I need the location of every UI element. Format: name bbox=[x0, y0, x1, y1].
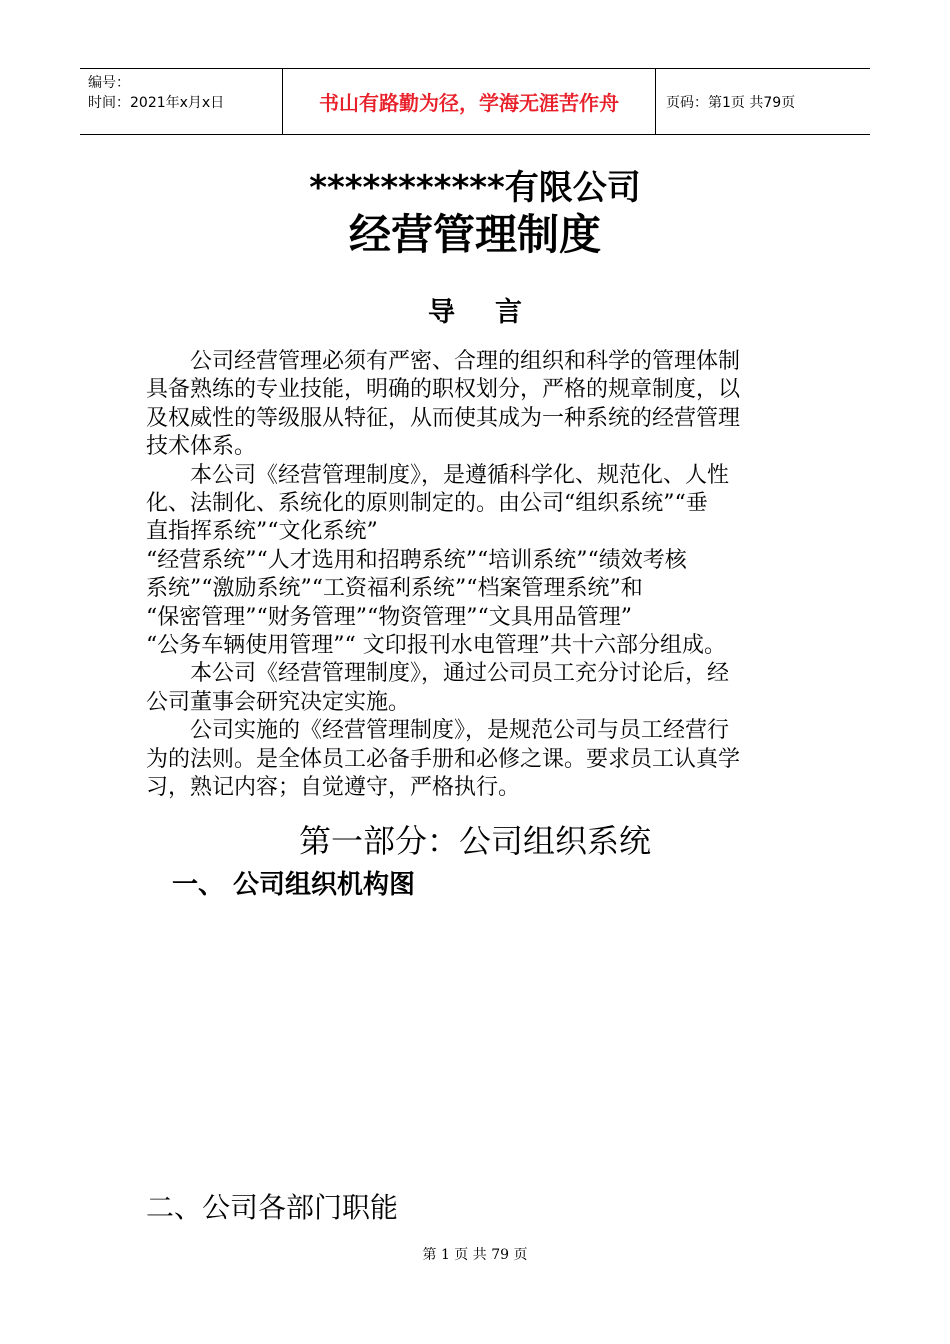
document-title: 经营管理制度 bbox=[348, 210, 601, 259]
page-header-table bbox=[80, 68, 870, 135]
body-line: 公司经营管理必须有严密、合理的组织和科学的管理体制 bbox=[190, 349, 741, 374]
body-line: 化、法制化、系统化的原则制定的。由公司“组织系统”“垂 bbox=[146, 491, 708, 517]
header-time-label: 时间：2021年x月x日 bbox=[88, 95, 225, 111]
header-page-info: 页码：第1页 共79页 bbox=[666, 94, 796, 111]
section-org-chart-heading: 一、 公司组织机构图 bbox=[172, 870, 416, 900]
body-line: 公司实施的《经营管理制度》，是规范公司与员工经营行 bbox=[190, 718, 730, 744]
company-title: ***********有限公司 bbox=[309, 168, 641, 208]
section-department-functions-heading: 二、公司各部门职能 bbox=[146, 1191, 399, 1224]
body-line: “公务车辆使用管理”“ 文印报刊水电管理”共十六部分组成。 bbox=[146, 633, 726, 659]
body-line: 具备熟练的专业技能，明确的职权划分，严格的规章制度，以 bbox=[146, 377, 741, 403]
body-line: 技术体系。 bbox=[146, 434, 257, 460]
header-number-label: 编号： bbox=[88, 75, 130, 91]
body-line: 直指挥系统”“文化系统” bbox=[146, 519, 378, 545]
body-line: “经营系统”“人才选用和招聘系统”“培训系统”“绩效考核 bbox=[146, 547, 687, 573]
body-line: 本公司《经营管理制度》，是遵循科学化、规范化、人性 bbox=[190, 462, 730, 488]
body-line: 公司董事会研究决定实施。 bbox=[146, 689, 411, 715]
body-line: 及权威性的等级服从特征，从而使其成为一种系统的经营管理 bbox=[146, 405, 741, 431]
body-line: 本公司《经营管理制度》，通过公司员工充分讨论后，经 bbox=[190, 661, 730, 687]
intro-body bbox=[146, 348, 810, 803]
header-motto: 书山有路勤为径，学海无涯苦作舟 bbox=[282, 69, 656, 134]
part-one-title: 第一部分：公司组织系统 bbox=[298, 822, 651, 860]
body-line: “保密管理”“财务管理”“物资管理”“文具用品管理” bbox=[146, 604, 632, 630]
page-footer: 第 1 页 共 79 页 bbox=[422, 1247, 528, 1263]
body-line: 习，熟记内容；自觉遵守，严格执行。 bbox=[146, 775, 521, 801]
intro-heading: 导言 bbox=[428, 297, 562, 328]
body-line: 系统”“激励系统”“工资福利系统”“档案管理系统”和 bbox=[146, 576, 643, 602]
body-line: 为的法则。是全体员工必备手册和必修之课。要求员工认真学 bbox=[146, 746, 741, 772]
header-meta-cell bbox=[80, 69, 282, 134]
